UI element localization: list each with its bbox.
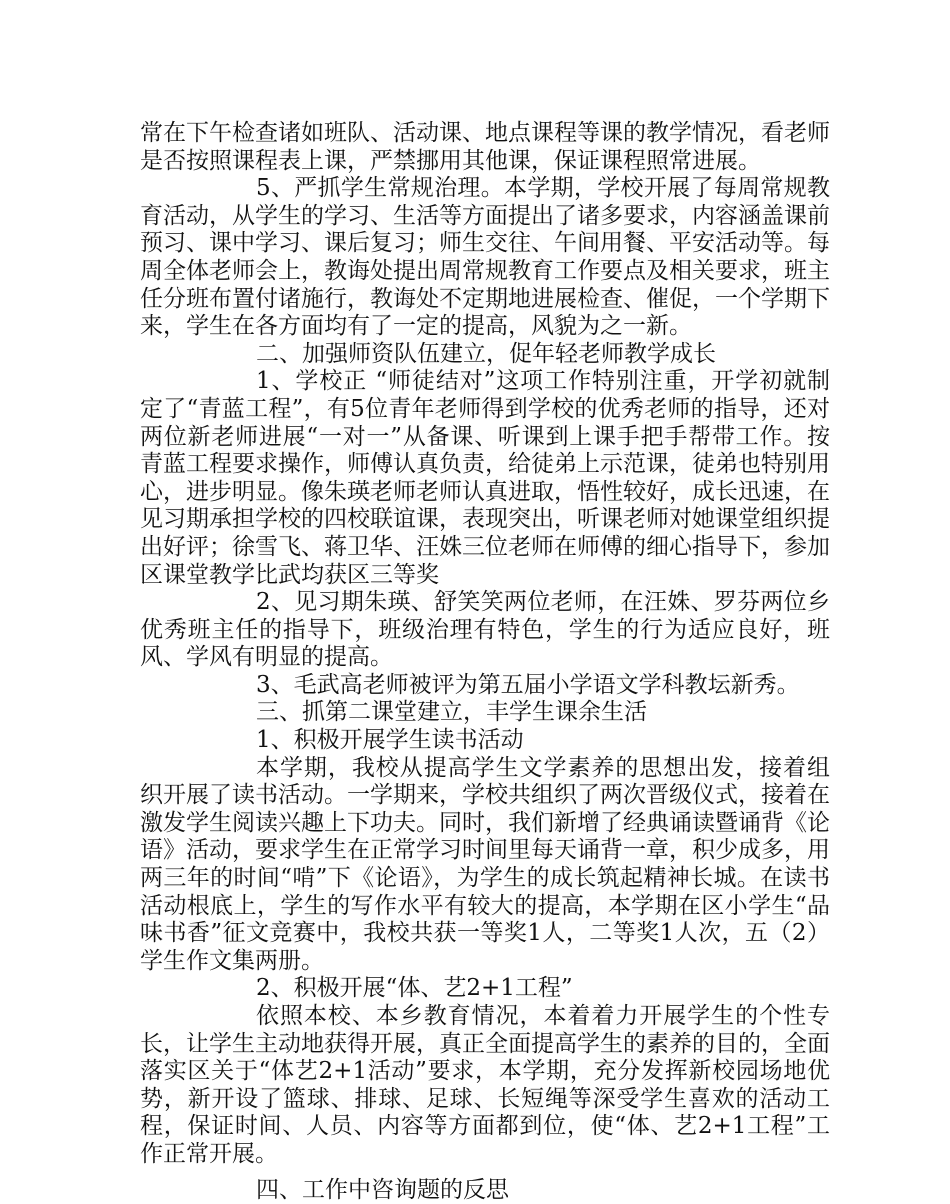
section-heading-teacher-team: 二、加强师资队伍建立，促年轻老师教学成长 bbox=[256, 340, 716, 367]
paragraph-student-routine: 5、严抓学生常规治理。本学期，学校开展了每周常规教育活动，从学生的学习、生活等方面提出了诸多要求，内容涵盖课前预习、课中学习、课后复习；师生交往、午间用餐、平安活动等。每周全体老师会上，教诲处提出周常规教育工作要点及相关要求，班主任分班布置付诸施行，教诲处不定期地进展检查、催促，一个学期下来，学生在各方面均有了一定的提高，风貌为之一新。 bbox=[140, 175, 830, 340]
paragraph-course-check: 常在下午检查诸如班队、活动课、地点课程等课的教学情况，看老师是否按照课程表上课，严禁挪用其他课，保证课程照常进展。 bbox=[140, 120, 830, 174]
paragraph-mentor-pairing: 1、学校正 “师徒结对”这项工作特别注重，开学初就制定了“青蓝工程”，有5位青年老师得到学校的优秀老师的指导，还对两位新老师进展“一对一”从备课、听课到上课手把手帮带工作。按青蓝工程要求操作，师傅认真负责，给徒弟上示范课，徒弟也特别用心，进步明显。像朱瑛老师老师认真进取，悟性较好，成长迅速，在见习期承担学校的四校联谊课，表现突出，听课老师对她课堂组织提出好评；徐雪飞、蒋卫华、汪姝三位老师在师傅的细心指导下，参加区课堂教学比武均获区三等奖 bbox=[140, 368, 830, 588]
paragraph-teaching-star: 3、毛武高老师被评为第五届小学语文学科教坛新秀。 bbox=[256, 671, 800, 698]
subheading-sports-arts: 2、积极开展“体、艺2+1工程” bbox=[256, 975, 573, 1002]
paragraph-probation-teachers: 2、见习期朱瑛、舒笑笑两位老师，在汪姝、罗芬两位乡优秀班主任的指导下，班级治理有特色，学生的行为适应良好，班风、学风有明显的提高。 bbox=[140, 589, 830, 671]
subheading-reading-activity: 1、积极开展学生读书活动 bbox=[256, 727, 524, 754]
section-heading-reflection: 四、工作中咨询题的反思 bbox=[256, 1176, 509, 1203]
paragraph-reading-activity: 本学期，我校从提高学生文学素养的思想出发，接着组织开展了读书活动。一学期来，学校共组织了两次晋级仪式，接着在激发学生阅读兴趣上下功夫。同时，我们新增了经典诵读暨诵背《论语》活动，要求学生在正常学习时间里每天诵背一章，积少成多，用两三年的时间“啃”下《论语》，为学生的成长筑起精神长城。在读书活动根底上，学生的写作水平有较大的提高，本学期在区小学生“品味书香”征文竞赛中，我校共获一等奖1人，二等奖1人次，五（2）学生作文集两册。 bbox=[140, 754, 830, 974]
paragraph-sports-arts: 依照本校、本乡教育情况，本着着力开展学生的个性专长，让学生主动地获得开展，真正全面提高学生的素养的目的，全面落实区关于“体艺2+1活动”要求，本学期，充分发挥新校园场地优势，新开设了篮球、排球、足球、长短绳等深受学生喜欢的活动工程，保证时间、人员、内容等方面都到位，使“体、艺2+1工程”工作正常开展。 bbox=[140, 1003, 830, 1167]
document-body bbox=[140, 120, 830, 1204]
section-heading-second-classroom: 三、抓第二课堂建立，丰学生课余生活 bbox=[256, 699, 647, 726]
